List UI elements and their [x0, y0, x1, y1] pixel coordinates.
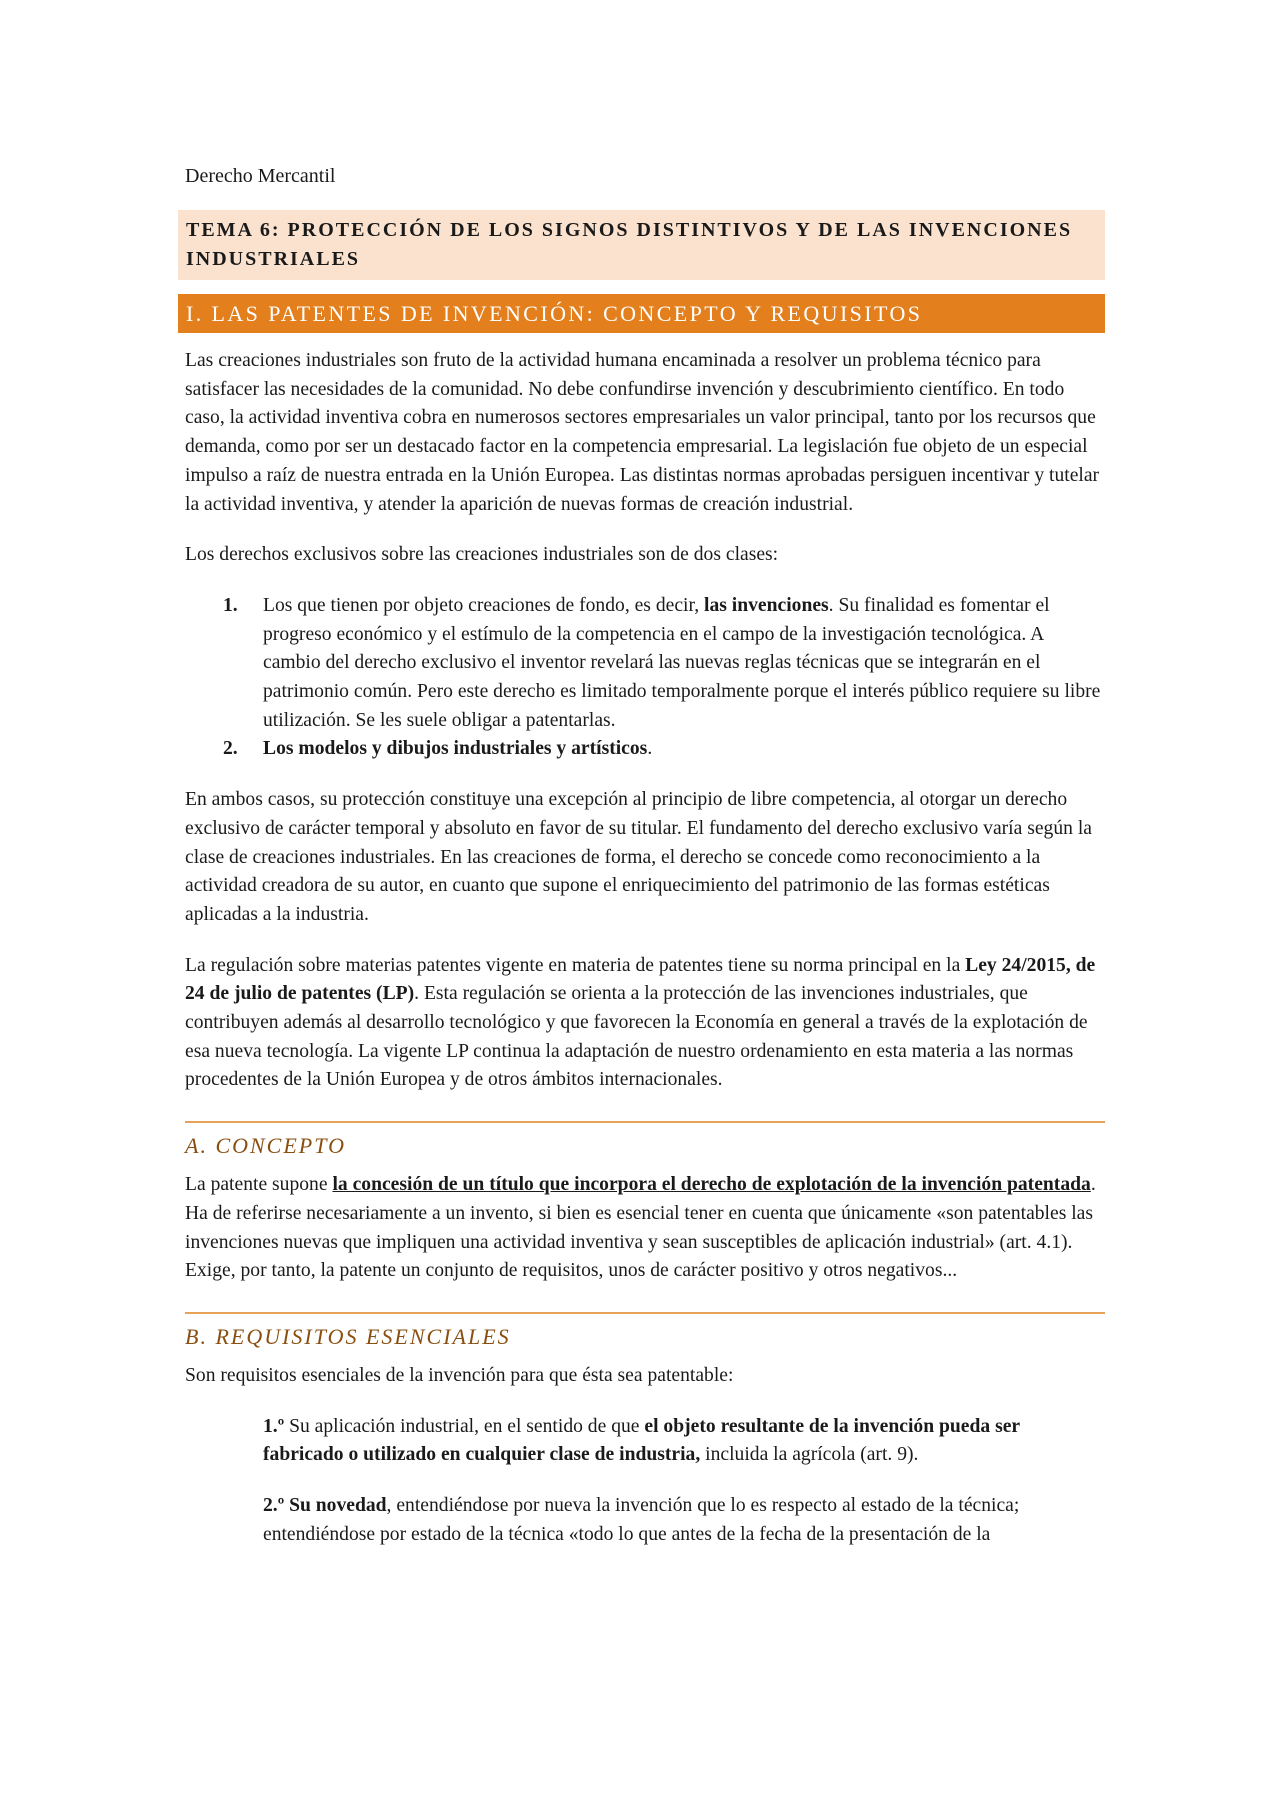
list-item	[223, 592, 1104, 736]
requisito-2	[185, 1492, 1104, 1549]
underlined-definition: la concesión de un título que incorpora el derecho de explotación de la invención patentada	[332, 1174, 1091, 1196]
paragraph-text: . Ha de referirse necesariamente a un invento, si bien es esencial tener en cuenta que únicamente «son patentables las invenciones nuevas que impliquen una actividad inventiva y sean susceptibles de aplicación industrial» (art. 4.1). Exige, por tanto, la patente un conjunto de requisitos, unos de carácter positivo y otros negativos...	[185, 1174, 1096, 1282]
body-paragraph-3: En ambos casos, su protección constituye una excepción al principio de libre competencia, al otorgar un derecho exclusivo de carácter temporal y absoluto en favor de su titular. El fundamento del derecho exclusivo varía según la clase de creaciones industriales. En las creaciones de forma, el derecho se concede como reconocimiento a la actividad creadora de su autor, en cuanto que supone el enriquecimiento del patrimonio de las formas estéticas aplicadas a la industria.	[185, 789, 1092, 925]
intro-paragraph-2: Los derechos exclusivos sobre las creaciones industriales son de dos clases:	[185, 544, 779, 566]
body-paragraph-4	[185, 952, 1104, 1096]
list-item-emphasis: las invenciones	[704, 594, 829, 616]
list-item-text: .	[647, 738, 653, 760]
concepto-paragraph	[185, 1171, 1104, 1286]
paragraph-text: Su aplicación industrial, en el sentido de que	[284, 1415, 645, 1437]
rights-list	[185, 592, 1104, 764]
running-header: Derecho Mercantil	[185, 165, 336, 187]
subheading-concepto: A. CONCEPTO	[185, 1121, 1105, 1161]
requisitos-intro: Son requisitos esenciales de la invención para que ésta sea patentable:	[185, 1364, 734, 1386]
list-item	[223, 735, 1104, 764]
paragraph-text: La regulación sobre materias patentes vigente en materia de patentes tiene su norma principal en la	[185, 954, 966, 976]
paragraph-text: . Esta regulación se orienta a la protección de las invenciones industriales, que contribuyen además al desarrollo tecnológico y que favorecen la Economía en general a través de la explotación de esa nueva tecnología. La vigente LP continua la adaptación de nuestro ordenamiento en esta materia a las normas procedentes de la Unión Europea y de otros ámbitos internacionales.	[185, 983, 1088, 1091]
intro-paragraph-1: Las creaciones industriales son fruto de la actividad humana encaminada a resolver un problema técnico para satisfacer las necesidades de la comunidad. No debe confundirse invención y descubrimiento científico. En todo caso, la actividad inventiva cobra en numerosos sectores empresariales un valor principal, tanto por los recursos que demanda, como por ser un destacado factor en la competencia empresarial. La legislación fue objeto de un especial impulso a raíz de nuestra entrada en la Unión Europea. Las distintas normas aprobadas persiguen incentivar y tutelar la actividad inventiva, y atender la aparición de nuevas formas de creación industrial.	[185, 350, 1100, 515]
list-item-number: 1.	[223, 594, 238, 616]
list-item-text: Los que tienen por objeto creaciones de fondo, es decir,	[263, 594, 705, 616]
paragraph-text: , entendiéndose por nueva la invención que lo es respecto al estado de la técnica; entendiéndose por estado de la técnica «todo lo que antes de la fecha de la presentación de la	[263, 1495, 1020, 1545]
requisito-number: 2.º	[263, 1495, 285, 1517]
requisito-number: 1.º	[263, 1415, 285, 1437]
paragraph-text: La patente supone	[185, 1174, 333, 1196]
subheading-requisitos: B. REQUISITOS ESENCIALES	[185, 1312, 1105, 1352]
list-item-emphasis: Los modelos y dibujos industriales y artísticos	[263, 738, 648, 760]
paragraph-text: incluida la agrícola (art. 9).	[700, 1444, 919, 1466]
list-item-text: . Su finalidad es fomentar el progreso económico y el estímulo de la competencia en el campo de la investigación tecnológica. A cambio del derecho exclusivo el inventor revelará las nuevas reglas técnicas que se integrarán en el patrimonio común. Pero este derecho es limitado temporalmente porque el interés público requiere su libre utilización. Se les suele obligar a patentarlas.	[263, 594, 1101, 731]
law-reference: Ley 24/2015, de 24 de julio de patentes (LP)	[185, 954, 1096, 1005]
requisito-emphasis: el objeto resultante de la invención pueda ser fabricado o utilizado en cualquier clase de industria,	[263, 1415, 1020, 1466]
requisito-1	[185, 1413, 1104, 1470]
requisito-emphasis: Su novedad	[284, 1495, 387, 1517]
list-item-number: 2.	[223, 738, 238, 760]
topic-title: TEMA 6: PROTECCIÓN DE LOS SIGNOS DISTINTIVOS Y DE LAS INVENCIONES INDUSTRIALES	[178, 210, 1105, 280]
section-title: I. LAS PATENTES DE INVENCIÓN: CONCEPTO Y REQUISITOS	[178, 294, 1105, 333]
